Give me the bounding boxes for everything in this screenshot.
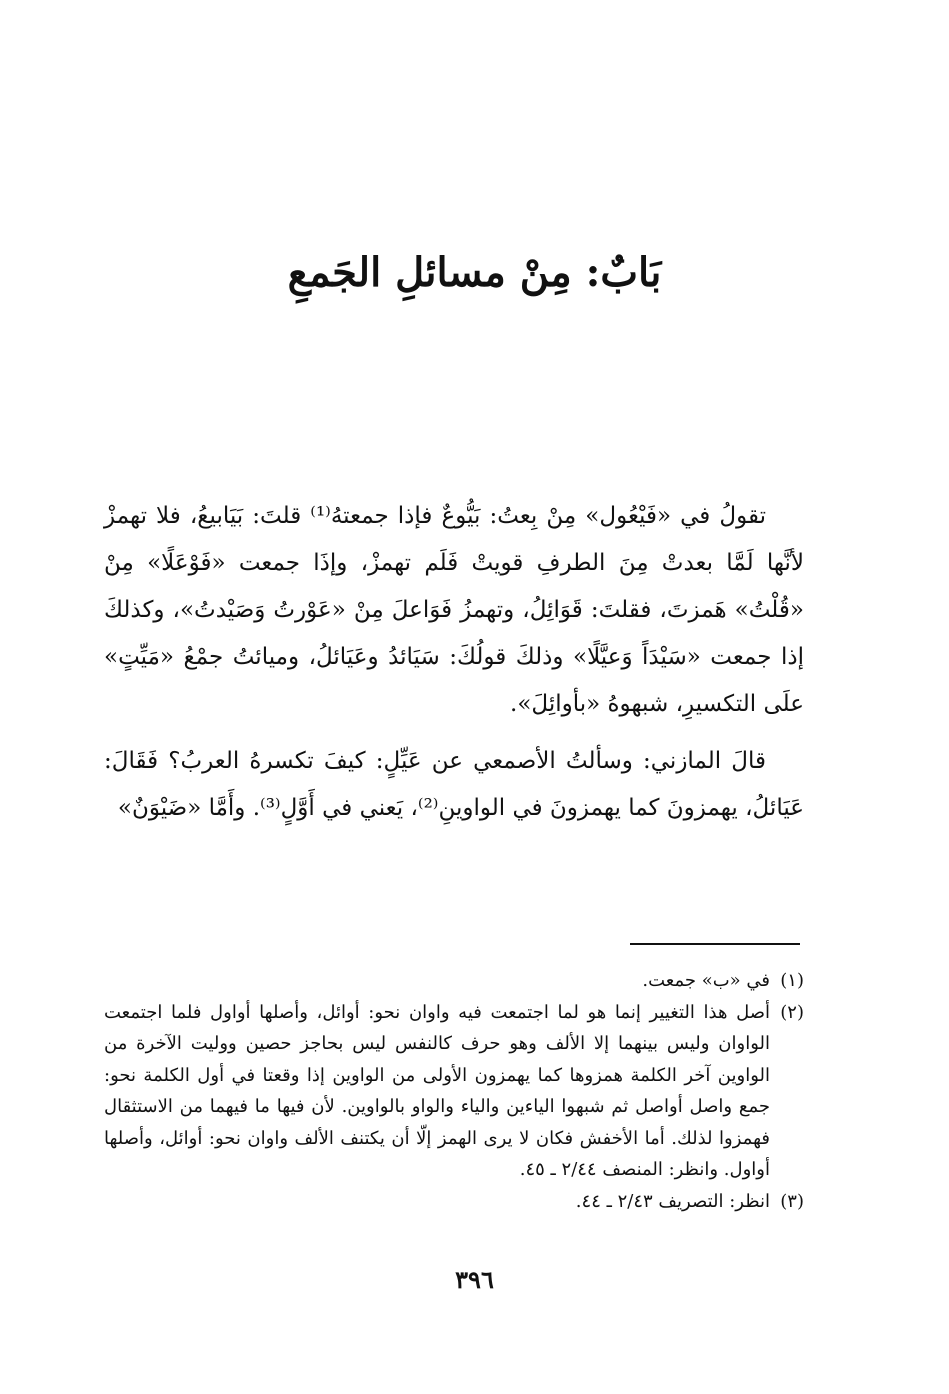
page-number: ٣٩٦ <box>455 1265 494 1294</box>
footnote-text: أصل هذا التغيير إنما هو لما اجتمعت فيه واوان نحو: أوائل، وأصلها أواول فلما اجتمعت الواوان وليس بينهما إلا الألف وهو حرف كالنفس ليس بحاجز حصين ووليت الآخرة من الواوين آخر الكلمة همزوها كما يهمزون الأولى من الواوين إذا وقعتا في أول الكلمة نحو: جمع واصل أواصل ثم شبهوا الياءين والياء والواو بالواوين. لأن فيها ما فيهما من الاستثقال فهمزوا لذلك. أما الأخفش فكان لا يرى الهمز إلّا أن يكتنف الألف واوان نحو: أوائل، وأصلها أواول. وانظر: المنصف ٢/٤٤ ـ ٤٥. <box>104 1001 770 1180</box>
footnote-1 <box>104 965 804 997</box>
footnote-text: في «ب» جمعت. <box>642 970 770 991</box>
footnote-text: انظر: التصريف ٢/٤٣ ـ ٤٤. <box>575 1190 770 1212</box>
footnote-3 <box>104 1186 804 1218</box>
footnote-number: (٣) <box>780 1190 804 1212</box>
main-text <box>104 493 804 832</box>
paragraph-1: تقولُ في «فَيْعُول» مِنْ بِعتُ: بَيُّوعٌ فإذا جمعتهُ⁽¹⁾ قلتَ: بَيَابيعُ، فلا تهمزْ لأنَّها لَمَّا بعدتْ مِنَ الطرفِ قويتْ فَلَم تهمزْ، وإذَا جمعت «فَوْعَلًا» مِنْ «قُلْتُ» هَمزتَ، فقلتَ: قَوَائِلُ، وتهمزُ فَوَاعلَ مِنْ «عَوْرتُ وَصَيْدتُ»، وكذلكَ إذا جمعت «سَيْدَاً وَعيَّلًا» وذلكَ قولُكَ: سَيَائدُ وعَيَائلُ، وميائتُ جمْعُ «مَيِّتٍ» علَى التكسيرِ، شبهوهُ «بأوائِلَ». <box>104 503 804 717</box>
chapter-title: بَابٌ: مِنْ مسائلِ الجَمعِ <box>287 249 662 296</box>
footnotes <box>104 965 804 1217</box>
paragraph-2: قالَ المازني: وسألتُ الأصمعي عن عَيِّلٍ: كيفَ تكسرهُ العربُ؟ فَقَالَ: عَيَائلُ، يهمزونَ كما يهمزونَ في الواوينِ⁽²⁾، يَعني في أَوَّلٍ⁽³⁾. وأَمَّا «ضَيْوَنٌ» <box>104 748 804 821</box>
footnote-2 <box>104 997 804 1186</box>
footnote-number: (٢) <box>780 1001 804 1023</box>
footnote-separator <box>630 943 800 945</box>
footnote-number: (١) <box>780 970 804 991</box>
